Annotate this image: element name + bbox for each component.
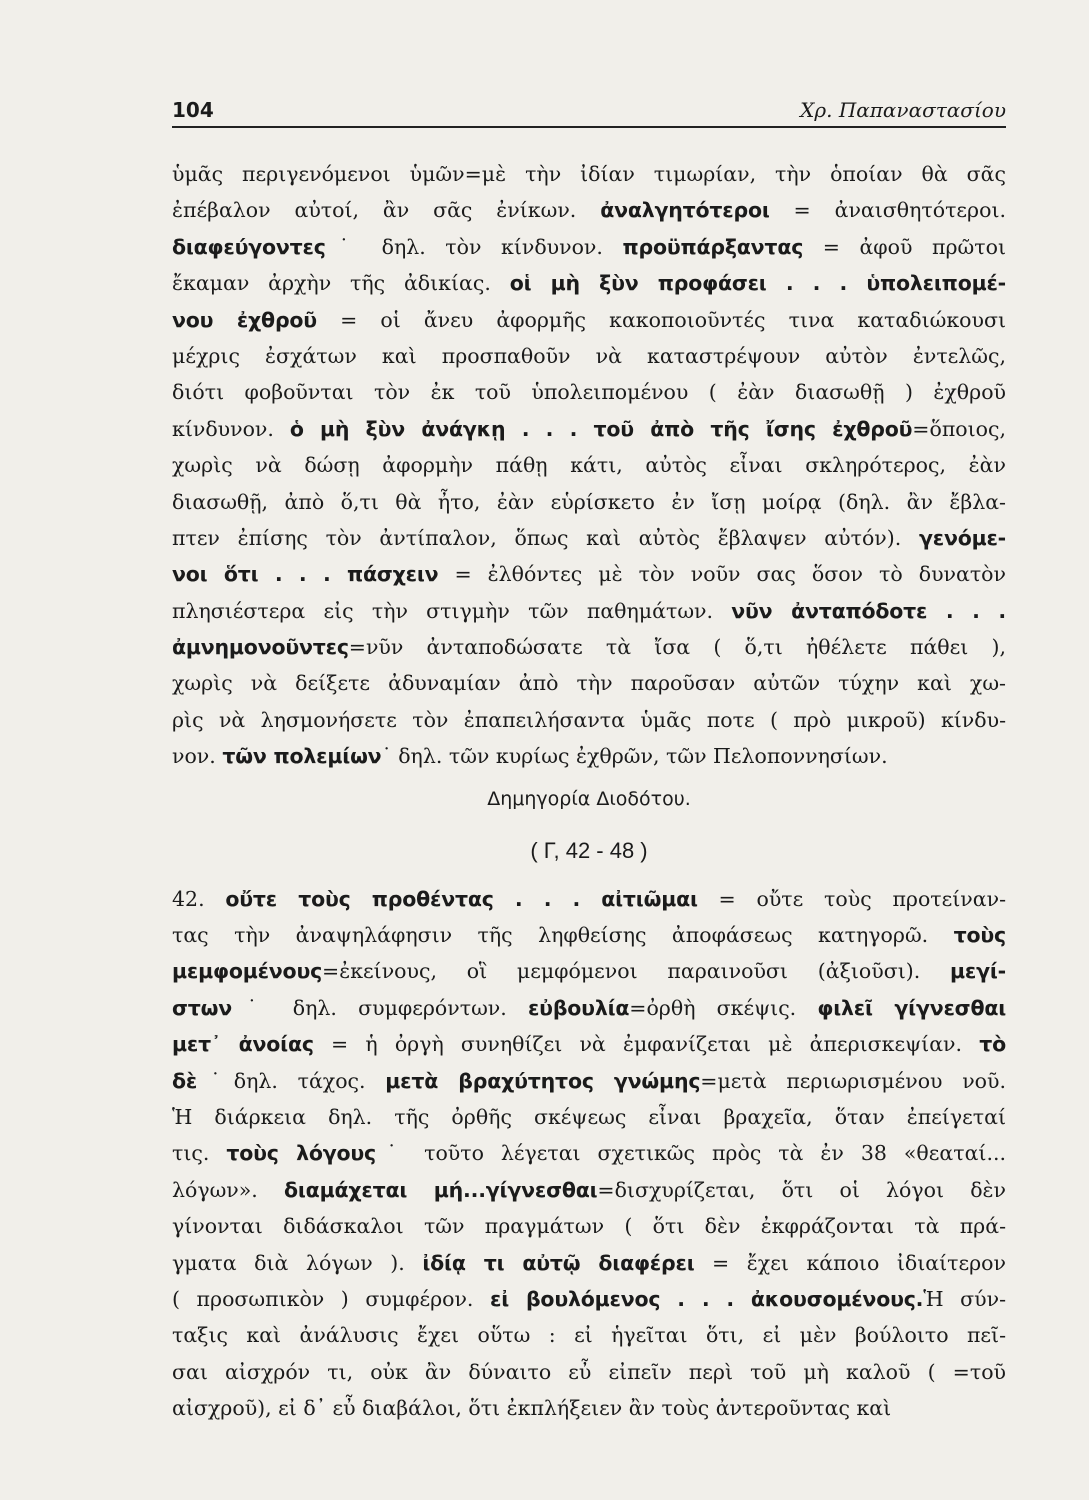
gloss-text: = ἀφοῦ πρῶτοι (803, 234, 1006, 259)
text-line (172, 953, 1006, 989)
section-reference: ( Γ, 42 - 48 ) (530, 837, 648, 863)
lemma-term: στων (172, 995, 233, 1020)
text-line (172, 411, 1006, 447)
gloss-text: αἰσχροῦ), εἰ δ᾽ εὖ διαβάλοι, ὅτι ἐκπλήξειεν ἂν τοὺς ἀντεροῦντας καὶ (172, 1396, 892, 1421)
text-line (172, 1099, 1006, 1135)
text-line (172, 665, 1006, 701)
text-line (172, 629, 1006, 665)
gloss-text: διότι φοβοῦνται τὸν ἐκ τοῦ ὑπολειπομένου ( ἐὰν διασωθῇ ) ἐχθροῦ (172, 380, 1006, 405)
gloss-text: = ἔχει κάποιο ἰδιαίτερον (694, 1250, 1006, 1275)
text-line (172, 1026, 1006, 1062)
text-line (172, 556, 1006, 592)
gloss-text: νον. (172, 744, 223, 769)
gloss-text: γίνονται διδάσκαλοι τῶν πραγμάτων ( ὅτι δὲν ἐκφράζονται τὰ πρά- (172, 1214, 1006, 1239)
gloss-text: = οἱ ἄνευ ἀφορμῆς κακοποιοῦντές τινα καταδιώκουσι (316, 307, 1006, 332)
text-line (172, 1317, 1006, 1353)
text-line (172, 738, 1006, 774)
gloss-text: Ἡ σύν- (923, 1286, 1006, 1311)
text-line (172, 520, 1006, 556)
gloss-text: =δισχυρίζεται, ὅτι οἱ λόγοι δὲν (597, 1177, 1006, 1202)
gloss-text: σαι αἰσχρόν τι, οὐκ ἂν δύναιτο εὖ εἰπεῖν περὶ τοῦ μὴ καλοῦ ( =τοῦ (172, 1359, 1006, 1384)
gloss-text: ˙δηλ. τάχος. (197, 1068, 386, 1093)
body-text (172, 156, 1006, 1427)
gloss-text: κίνδυνον. (172, 416, 290, 441)
gloss-text: = ἐλθόντες μὲ τὸν νοῦν σας ὅσον τὸ δυνατὸν (438, 562, 1006, 587)
page-number: 104 (172, 98, 214, 122)
running-head: Χρ. Παπαναστασίου (800, 98, 1006, 122)
gloss-text: 42. (172, 886, 226, 911)
lemma-term: ἀμνημονοῦντες (172, 635, 349, 660)
text-line (172, 917, 1006, 953)
gloss-text: =ὀρθὴ σκέψις. (629, 995, 818, 1020)
gloss-text: ἐπέβαλον αὐτοί, ἂν σᾶς ἐνίκων. (172, 198, 601, 223)
text-line (172, 1135, 1006, 1171)
text-line (172, 1063, 1006, 1099)
gloss-text: χωρὶς νὰ δείξετε ἀδυναμίαν ἀπὸ τὴν παροῦσαν αὐτῶν τύχην καὶ χω- (172, 671, 1006, 696)
gloss-text: ἔκαμαν ἀρχὴν τῆς ἀδικίας. (172, 271, 510, 296)
lemma-term: τῶν πολεμίων (222, 744, 382, 769)
lemma-term: ἀναλγητότεροι (600, 198, 770, 223)
lemma-term: μετ᾽ ἀνοίας (172, 1032, 314, 1057)
commentary-paragraph-2 (172, 881, 1006, 1427)
lemma-term: ὁ μὴ ξὺν ἀνάγκῃ . . . τοῦ ἀπὸ τῆς ἴσης ἐχθροῦ (289, 416, 913, 441)
text-line (172, 484, 1006, 520)
gloss-text: τας τὴν ἀναψηλάφησιν τῆς ληφθείσης ἀποφάσεως κατηγορῶ. (172, 923, 954, 948)
text-line (172, 374, 1006, 410)
gloss-text: = ἀναισθητότεροι. (769, 198, 1006, 223)
gloss-text: λόγων». (172, 1177, 285, 1202)
text-line (172, 1390, 1006, 1426)
text-line (172, 1245, 1006, 1281)
gloss-text: διασωθῇ, ἀπὸ ὅ,τι θὰ ἦτο, ἐὰν εὑρίσκετο ἐν ἴσῃ μοίρᾳ (δηλ. ἂν ἔβλα- (172, 489, 1006, 514)
lemma-term: μεγί- (950, 959, 1006, 984)
lemma-term: τοὺς λόγους (226, 1141, 376, 1166)
gloss-text: ( προσωπικὸν ) συμφέρον. (172, 1286, 490, 1311)
text-line (172, 338, 1006, 374)
gloss-text: μέχρις ἐσχάτων καὶ προσπαθοῦν νὰ καταστρέψουν αὐτὸν ἐντελῶς, (172, 343, 1006, 368)
gloss-text: Ἡ διάρκεια δηλ. τῆς ὀρθῆς σκέψεως εἶναι βραχεῖα, ὅταν ἐπείγεταί (172, 1104, 1006, 1129)
text-line (172, 593, 1006, 629)
lemma-term: φιλεῖ γίγνεσθαι (817, 995, 1006, 1020)
text-line (172, 192, 1006, 228)
lemma-term: μεμφομένους (172, 959, 323, 984)
gloss-text: τις. (172, 1141, 227, 1166)
gloss-text: ˙ δηλ. συμφερόντων. (232, 995, 528, 1020)
lemma-term: δὲ (172, 1068, 198, 1093)
gloss-text: = ἡ ὀργὴ συνηθίζει νὰ ἐμφανίζεται μὲ ἀπερισκεψίαν. (313, 1032, 980, 1057)
lemma-term: οἱ μὴ ξὺν προφάσει . . . ὑπολειπομέ- (509, 271, 1006, 296)
text-line (172, 302, 1006, 338)
gloss-text: =ὅποιος, (912, 416, 1006, 441)
lemma-term: τὸ (979, 1032, 1006, 1057)
text-line (172, 447, 1006, 483)
commentary-paragraph-1 (172, 156, 1006, 775)
text-line (172, 881, 1006, 917)
lemma-term: νου ἐχθροῦ (172, 307, 317, 332)
gloss-text: ˙ δηλ. τῶν κυρίως ἐχθρῶν, τῶν Πελοποννησίων. (381, 744, 888, 769)
text-line (172, 156, 1006, 192)
lemma-term: νῦν ἀνταπόδοτε . . . (731, 598, 1006, 623)
text-line (172, 1208, 1006, 1244)
text-line (172, 1281, 1006, 1317)
gloss-text: ˙ τοῦτο λέγεται σχετικῶς πρὸς τὰ ἐν 38 «θεαταί... (376, 1141, 1006, 1166)
text-line (172, 702, 1006, 738)
lemma-term: μετὰ βραχύτητος γνώμης (385, 1068, 701, 1093)
text-line (172, 1172, 1006, 1208)
page-header (172, 96, 1006, 128)
text-line (172, 1354, 1006, 1390)
lemma-term: εἰ βουλόμενος . . . ἀκουσομένους. (490, 1286, 924, 1311)
section-title: Δημηγορία Διοδότου. (487, 787, 691, 810)
gloss-text: ταξις καὶ ἀνάλυσις ἔχει οὕτω : εἰ ἡγεῖται ὅτι, εἰ μὲν βούλοιτο πεῖ- (172, 1323, 1006, 1348)
lemma-term: προϋπάρξαντας (622, 234, 804, 259)
gloss-text: =νῦν ἀνταποδώσατε τὰ ἴσα ( ὅ,τι ἠθέλετε πάθει ), (348, 635, 1006, 660)
gloss-text: =ἐκείνους, οἳ μεμφόμενοι παραινοῦσι (ἀξιοῦσι). (322, 959, 951, 984)
gloss-text: χωρὶς νὰ δώσῃ ἀφορμὴν πάθῃ κάτι, αὐτὸς εἶναι σκληρότερος, ἐὰν (172, 453, 1006, 478)
lemma-term: νοι ὅτι . . . πάσχειν (172, 562, 439, 587)
gloss-text: ὑμᾶς περιγενόμενοι ὑμῶν=μὲ τὴν ἰδίαν τιμωρίαν, τὴν ὁποίαν θὰ σᾶς (172, 162, 1006, 186)
gloss-text: =μετὰ περιωρισμένου νοῦ. (700, 1068, 1006, 1093)
lemma-term: γενόμε- (918, 525, 1006, 550)
lemma-term: ἰδίᾳ τι αὐτῷ διαφέρει (422, 1250, 695, 1275)
lemma-term: οὔτε τοὺς προθέντας . . . αἰτιῶμαι (225, 886, 698, 911)
lemma-term: εὐβουλία (527, 995, 630, 1020)
gloss-text: ρὶς νὰ λησμονήσετε τὸν ἐπαπειλήσαντα ὑμᾶς ποτε ( πρὸ μικροῦ) κίνδυ- (172, 707, 1006, 732)
gloss-text: πτεν ἐπίσης τὸν ἀντίπαλον, ὅπως καὶ αὐτὸς ἔβλαψεν αὐτόν). (172, 525, 919, 550)
lemma-term: τοὺς (953, 923, 1006, 948)
gloss-text: γματα διὰ λόγων ). (172, 1250, 423, 1275)
gloss-text: = οὔτε τοὺς προτείναν- (697, 886, 1006, 911)
text-line (172, 265, 1006, 301)
text-line (172, 990, 1006, 1026)
lemma-term: διαφεύγοντες (172, 234, 326, 259)
gloss-text: ˙ δηλ. τὸν κίνδυνον. (325, 234, 623, 259)
gloss-text: πλησιέστερα εἰς τὴν στιγμὴν τῶν παθημάτων. (172, 598, 732, 623)
lemma-term: διαμάχεται μή...γίγνεσθαι (284, 1177, 598, 1202)
text-line (172, 229, 1006, 265)
